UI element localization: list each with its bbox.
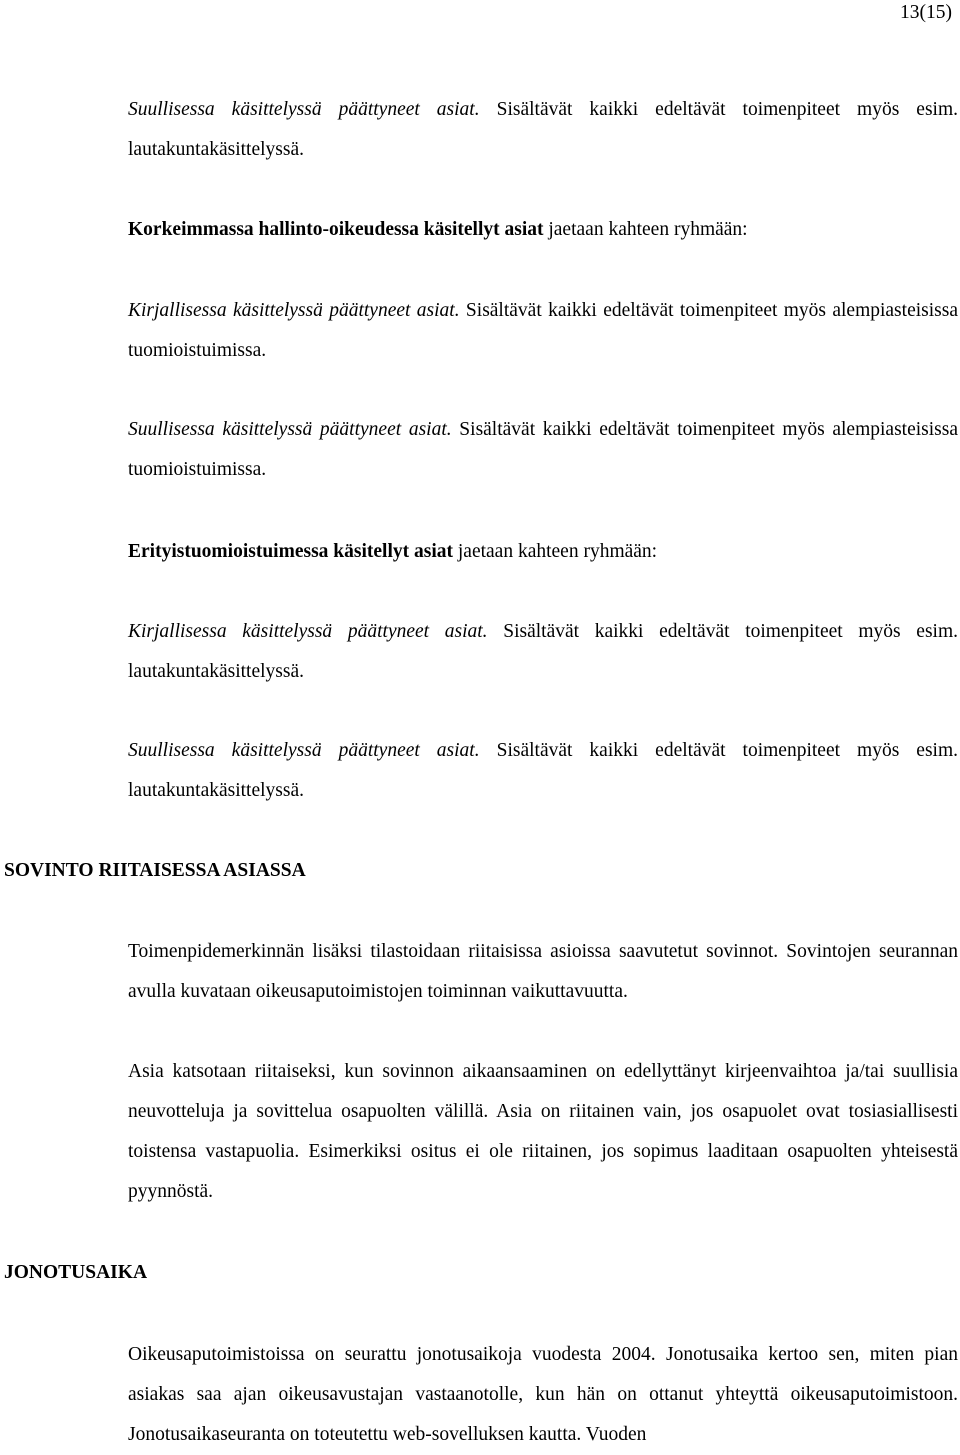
heading-sovinto: SOVINTO RIITAISESSA ASIASSA (4, 860, 306, 881)
paragraph-jonotusaika-1: Oikeusaputoimistoissa on seurattu jonotusaikoja vuodesta 2004. Jonotusaika kertoo sen, miten pian asiakas saa ajan oikeusavustajan vastaanotolle, kun hän on ottanut yhteyttä oikeusaputoimistoon. Jonotusaikaseuranta on toteutettu web-sovelluksen kautta. Vuoden (128, 1344, 958, 1445)
paragraph-korkeimmassa (128, 210, 958, 250)
paragraph-text: Sisältävät kaikki edeltävät toimenpiteet myös alempiasteisissa tuomioistuimissa. (128, 300, 958, 361)
paragraph-erityistuomioistuimessa (128, 532, 958, 572)
paragraph-lead: Suullisessa käsittelyssä päättyneet asiat. (128, 419, 452, 440)
paragraph-lead: Suullisessa käsittelyssä päättyneet asiat. (128, 740, 480, 761)
paragraph-suullisessa-3 (128, 731, 958, 811)
paragraph-text: Sisältävät kaikki edeltävät toimenpiteet myös alempiasteisissa tuomioistuimissa. (128, 419, 958, 480)
paragraph-lead: Kirjallisessa käsittelyssä päättyneet asiat. (128, 621, 488, 642)
paragraph-lead: Korkeimmassa hallinto-oikeudessa käsitellyt asiat (128, 219, 544, 240)
heading-jonotusaika: JONOTUSAIKA (4, 1262, 148, 1283)
page-number: 13(15) (900, 2, 952, 23)
paragraph-kirjallisessa-2 (128, 612, 958, 692)
paragraph-text: Sisältävät kaikki edeltävät toimenpiteet myös esim. lautakuntakäsittelyssä. (128, 621, 958, 682)
paragraph-text: Sisältävät kaikki edeltävät toimenpiteet myös esim. lautakuntakäsittelyssä. (128, 740, 958, 801)
paragraph-text: Sisältävät kaikki edeltävät toimenpiteet myös esim. lautakuntakäsittelyssä. (128, 99, 958, 160)
paragraph-kirjallisessa-1 (128, 291, 958, 371)
paragraph-lead: Suullisessa käsittelyssä päättyneet asiat. (128, 99, 480, 120)
paragraph-sovinto-1: Toimenpidemerkinnän lisäksi tilastoidaan riitaisissa asioissa saavutetut sovinnot. Sovintojen seurannan avulla kuvataan oikeusaputoimistojen toiminnan vaikuttavuutta. (128, 941, 958, 1002)
paragraph-sovinto-2: Asia katsotaan riitaiseksi, kun sovinnon aikaansaaminen on edellyttänyt kirjeenvaihtoa ja/tai suullisia neuvotteluja ja sovittelua osapuolten välillä. Asia on riitainen vain, jos osapuolet ovat tosiasiallisesti toistensa vastapuolia. Esimerkiksi ositus ei ole riitainen, jos sopimus laaditaan osapuolten yhteisestä pyynnöstä. (128, 1061, 958, 1202)
paragraph-lead: Erityistuomioistuimessa käsitellyt asiat (128, 541, 453, 562)
paragraph-suullisessa-2 (128, 410, 958, 490)
paragraph-text: jaetaan kahteen ryhmään: (453, 541, 658, 562)
paragraph-lead: Kirjallisessa käsittelyssä päättyneet asiat. (128, 300, 460, 321)
paragraph-text: jaetaan kahteen ryhmään: (543, 219, 748, 240)
paragraph-suullisessa-1 (128, 90, 958, 170)
